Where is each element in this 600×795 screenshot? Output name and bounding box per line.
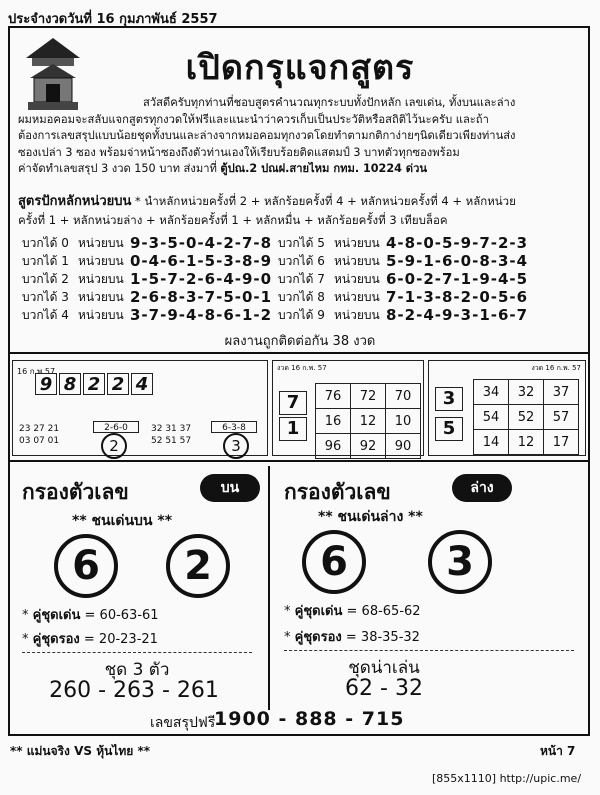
number-row: 32 31 37: [151, 424, 192, 434]
row-sequence: 3-7-9-4-8-6-1-2: [130, 306, 273, 324]
row-sequence: 5-9-1-6-0-8-3-4: [386, 252, 529, 270]
grid-cell: 37: [544, 380, 579, 405]
badge-lower: ล่าง: [452, 474, 512, 502]
pair-label: คู่ชุดเด่น: [294, 604, 343, 619]
card-title: กรองตัวเลข: [22, 480, 129, 504]
footer-slogan: ** แม่นจริง VS หุ้นไทย **: [10, 744, 151, 758]
grid-cell: 76: [316, 384, 351, 409]
formula-block: [18, 192, 578, 229]
digit-cell: 8: [59, 373, 81, 395]
row-label: บวกได้ 2: [22, 271, 69, 286]
row-label: บวกได้ 7: [278, 271, 325, 286]
intro-line: ซองเปล่า 3 ซอง พร้อมจ่าหน้าซองถึงตัวท่านเองให้เรียบร้อยติดแสตมป์ 3 บาทตัวทุกซองพร้อม: [18, 145, 460, 159]
pair-main: * คู่ชุดเด่น = 60-63-61: [22, 608, 159, 623]
row-unit: หน่วยบน: [78, 307, 124, 322]
row-sequence: 9-3-5-0-4-2-7-8: [130, 234, 273, 252]
group-label: 2-6-0: [93, 421, 139, 433]
page-title: เปิดกรุแจกสูตร: [185, 48, 415, 88]
pair-label: คู่ชุดเด่น: [32, 608, 81, 623]
row-label: บวกได้ 9: [278, 307, 325, 322]
card-separator: [268, 466, 270, 710]
row-unit: หน่วยบน: [78, 289, 124, 304]
row-label: บวกได้ 6: [278, 253, 325, 268]
panel-stats: [12, 360, 268, 456]
formula-line: ครั้งที่ 1 + หลักหน่วยล่าง + หลักร้อยครั้งที่ 1 + หลักหมื่น + หลักร้อยครั้งที่ 3 เทียบล็อค: [18, 213, 448, 227]
circle-number: 3: [223, 433, 249, 459]
grid-cell: 12: [509, 430, 544, 455]
panel-grid-upper: [272, 360, 424, 456]
grid-cell: 92: [351, 434, 386, 459]
grid-cell: 52: [509, 405, 544, 430]
grid-cell: 57: [544, 405, 579, 430]
grid-cell: 96: [316, 434, 351, 459]
grid-cell: 70: [386, 384, 421, 409]
intro-line: ต้องการเลขสรุปแบบน้อยชุดทั้งบนและล่างจากหมอคอมทุกงวดโดยทำตามกติกาง่ายๆนิดเดียวเพียงท่านส่ง: [18, 129, 516, 142]
badge-upper: บน: [200, 474, 260, 502]
row-label: บวกได้ 5: [278, 235, 325, 250]
circle-number: 2: [101, 433, 127, 459]
grid-cell: 72: [351, 384, 386, 409]
divider: [10, 460, 588, 462]
intro-line: ผมหมอคอมจะสลับแจกสูตรทุกงวดให้ฟรีและแนะนำว่าควรเก็บเป็นประวัติหรือสถิติไว้นะครับ และถ้า: [18, 112, 489, 126]
number-row: 23 27 21: [19, 424, 60, 434]
row-label: บวกได้ 8: [278, 289, 325, 304]
pair-value: 20-23-21: [98, 632, 158, 647]
header: [8, 6, 592, 26]
pair-value: 68-65-62: [361, 604, 421, 619]
phone-number: 1900 - 888 - 715: [214, 708, 405, 730]
row-sequence: 8-2-4-9-3-1-6-7: [386, 306, 529, 324]
row-unit: หน่วยบน: [334, 289, 380, 304]
digit-cell: 9: [35, 373, 57, 395]
dashed-divider: [22, 652, 252, 653]
circle-number: 2: [166, 534, 230, 598]
key-digit: 7: [279, 391, 307, 415]
row-sequence: 7-1-3-8-2-0-5-6: [386, 288, 529, 306]
card-subtitle: ** ชนเด่นล่าง **: [318, 509, 423, 525]
number-row: 52 51 57: [151, 436, 192, 446]
issue-date: ประจำงวดวันที่ 16 กุมภาพันธ์ 2557: [8, 12, 218, 27]
row-sequence: 0-4-6-1-5-3-8-9: [130, 252, 273, 270]
key-digit: 5: [435, 417, 463, 441]
intro-price: ค่าจัดทำเลขสรุป 3 งวด 150 บาท ส่งมาที่: [18, 162, 221, 175]
number-grid: [473, 379, 579, 455]
key-digit: 3: [435, 387, 463, 411]
grid-cell: 34: [474, 380, 509, 405]
key-digit: 1: [279, 417, 307, 441]
circle-number: 6: [302, 530, 366, 594]
number-row: 03 07 01: [19, 436, 60, 446]
digit-cell: 2: [107, 373, 129, 395]
intro-text: [18, 95, 578, 178]
divider: [10, 352, 588, 354]
watermark: [855x1110] http://upic.me/: [432, 772, 582, 785]
pair-value: 38-35-32: [360, 630, 420, 645]
card-subtitle: ** ชนเด่นบน **: [72, 513, 173, 529]
row-unit: หน่วยบน: [78, 235, 124, 250]
row-label: บวกได้ 0: [22, 235, 69, 250]
grid-cell: 14: [474, 430, 509, 455]
row-sequence: 1-5-7-2-6-4-9-0: [130, 270, 273, 288]
pair-label: คู่ชุดรอง: [32, 632, 80, 647]
row-unit: หน่วยบน: [334, 235, 380, 250]
phone-label: เลขสรุปฟรี: [150, 715, 216, 731]
grid-cell: 12: [351, 409, 386, 434]
dashed-divider: [284, 650, 574, 651]
grid-cell: 32: [509, 380, 544, 405]
formula-title: สูตรปักหลักหน่วยบน: [18, 194, 132, 209]
pair-secondary: * คู่ชุดรอง = 38-35-32: [284, 630, 420, 645]
pair-value: 60-63-61: [99, 608, 159, 623]
intro-line: สวัสดีครับทุกท่านที่ชอบสูตรคำนวณทุกระบบทั้งปักหลัก เลขเด่น, ทั้งบนและล่าง: [143, 96, 516, 109]
row-sequence: 4-8-0-5-9-7-2-3: [386, 234, 529, 252]
row-unit: หน่วยบน: [78, 253, 124, 268]
grid-cell: 90: [386, 434, 421, 459]
set-value: 260 - 263 - 261: [49, 678, 219, 703]
pair-label: คู่ชุดรอง: [294, 630, 342, 645]
set-label: ชุด 3 ตัว: [104, 660, 170, 680]
row-unit: หน่วยบน: [334, 271, 380, 286]
set-label: ชุดน่าเล่น: [348, 658, 420, 678]
number-grid: [315, 383, 421, 459]
row-unit: หน่วยบน: [78, 271, 124, 286]
digit-cell: 4: [131, 373, 153, 395]
po-box-address: ตู้ปณ.2 ปณฝ.สายไหม กทม. 10224 ด่วน: [220, 162, 427, 175]
row-label: บวกได้ 4: [22, 307, 69, 322]
row-unit: หน่วยบน: [334, 307, 380, 322]
set-value: 62 - 32: [345, 676, 423, 701]
intro-line: [18, 161, 578, 178]
grid-cell: 16: [316, 409, 351, 434]
row-label: บวกได้ 1: [22, 253, 69, 268]
panel-date: งวด 16 ก.พ. 57: [277, 364, 327, 372]
grid-cell: 54: [474, 405, 509, 430]
circle-number: 3: [428, 530, 492, 594]
row-sequence: 6-0-2-7-1-9-4-5: [386, 270, 529, 288]
panel-date: งวด 16 ก.พ. 57: [531, 364, 581, 372]
card-title: กรองตัวเลข: [284, 480, 391, 504]
pair-secondary: * คู่ชุดรอง = 20-23-21: [22, 632, 158, 647]
result-streak: ผลงานถูกติดต่อกัน 38 งวด: [224, 334, 376, 349]
panel-grid-lower: [428, 360, 586, 456]
row-sequence: 2-6-8-3-7-5-0-1: [130, 288, 273, 306]
grid-cell: 17: [544, 430, 579, 455]
formula-line: * นำหลักหน่วยครั้งที่ 2 + หลักร้อยครั้งที่ 4 + หลักหน่วยครั้งที่ 4 + หลักหน่วย: [131, 194, 516, 208]
row-label: บวกได้ 3: [22, 289, 69, 304]
group-label: 6-3-8: [211, 421, 257, 433]
digit-cell: 2: [83, 373, 105, 395]
pair-main: * คู่ชุดเด่น = 68-65-62: [284, 604, 421, 619]
row-unit: หน่วยบน: [334, 253, 380, 268]
grid-cell: 10: [386, 409, 421, 434]
circle-number: 6: [54, 534, 118, 598]
page-number: หน้า 7: [540, 744, 576, 758]
panel-date: 16 ก.พ.57: [17, 367, 56, 376]
